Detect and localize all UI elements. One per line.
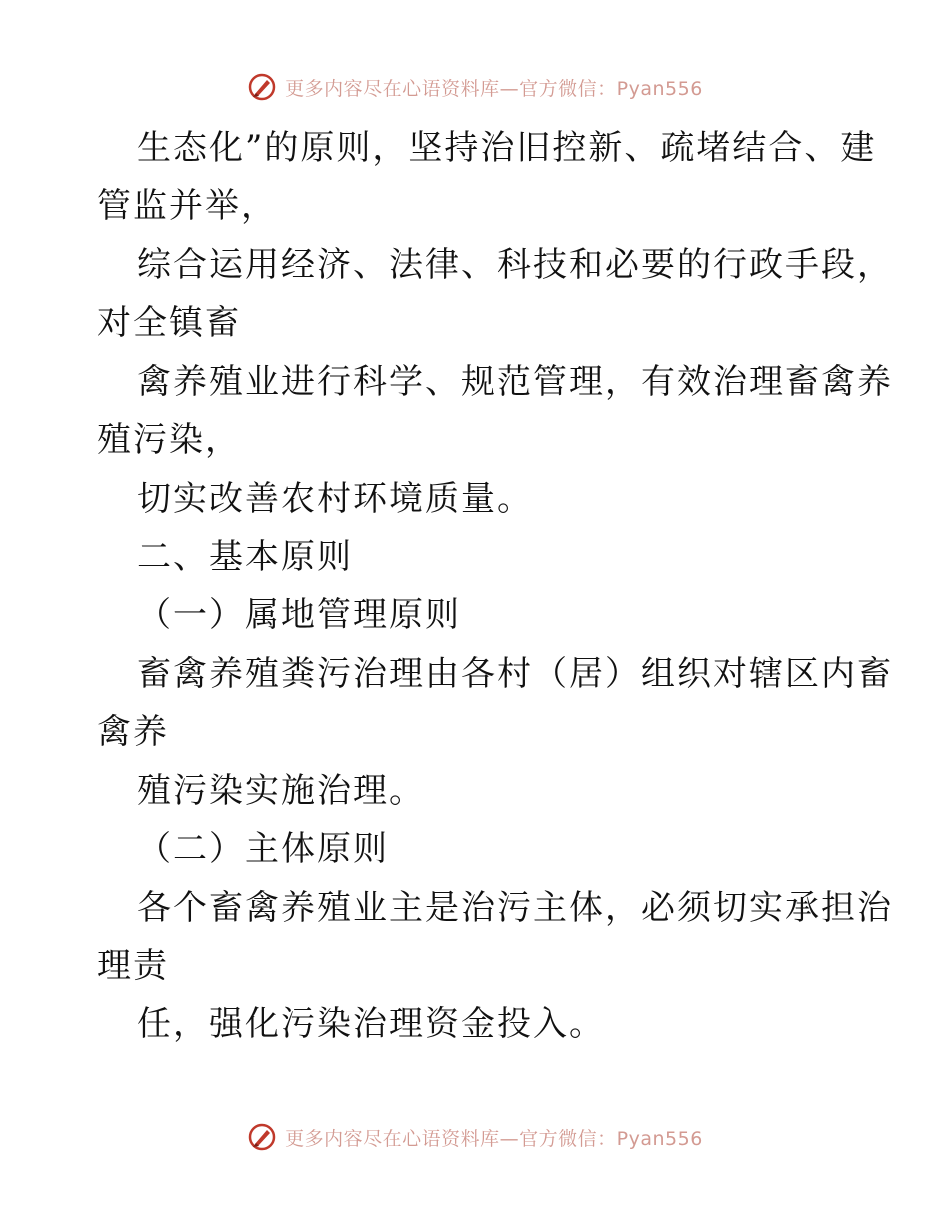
text-line: 各个畜禽养殖业主是治污主体，必须切实承担治 [137,888,893,928]
text-line: 殖污染， [97,420,241,460]
footer-watermark-text: 更多内容尽在心语资料库—官方微信：Pyan556 [285,1127,703,1150]
text-line: 综合运用经济、法律、科技和必要的行政手段， [137,245,893,285]
text-line: 任，强化污染治理资金投入。 [137,1004,605,1044]
pen-logo-icon [247,72,277,102]
section-heading: 二、基本原则 [137,537,353,577]
header-watermark [0,72,950,102]
subsection-heading: （一）属地管理原则 [137,595,461,635]
subsection-heading: （二）主体原则 [137,829,389,869]
text-line: 禽养 [97,712,169,752]
footer-watermark [0,1122,950,1152]
text-line: 理责 [97,946,169,986]
text-line: 生态化”的原则，坚持治旧控新、疏堵结合、建 [137,128,877,168]
text-line: 切实改善农村环境质量。 [137,479,533,519]
text-line: 对全镇畜 [97,303,241,343]
header-watermark-text: 更多内容尽在心语资料库—官方微信：Pyan556 [285,77,703,100]
text-line: 殖污染实施治理。 [137,771,425,811]
text-line: 畜禽养殖粪污治理由各村（居）组织对辖区内畜 [137,654,893,694]
text-line: 禽养殖业进行科学、规范管理，有效治理畜禽养 [137,362,893,402]
text-line: 管监并举， [97,186,277,226]
pen-logo-icon [247,1122,277,1152]
